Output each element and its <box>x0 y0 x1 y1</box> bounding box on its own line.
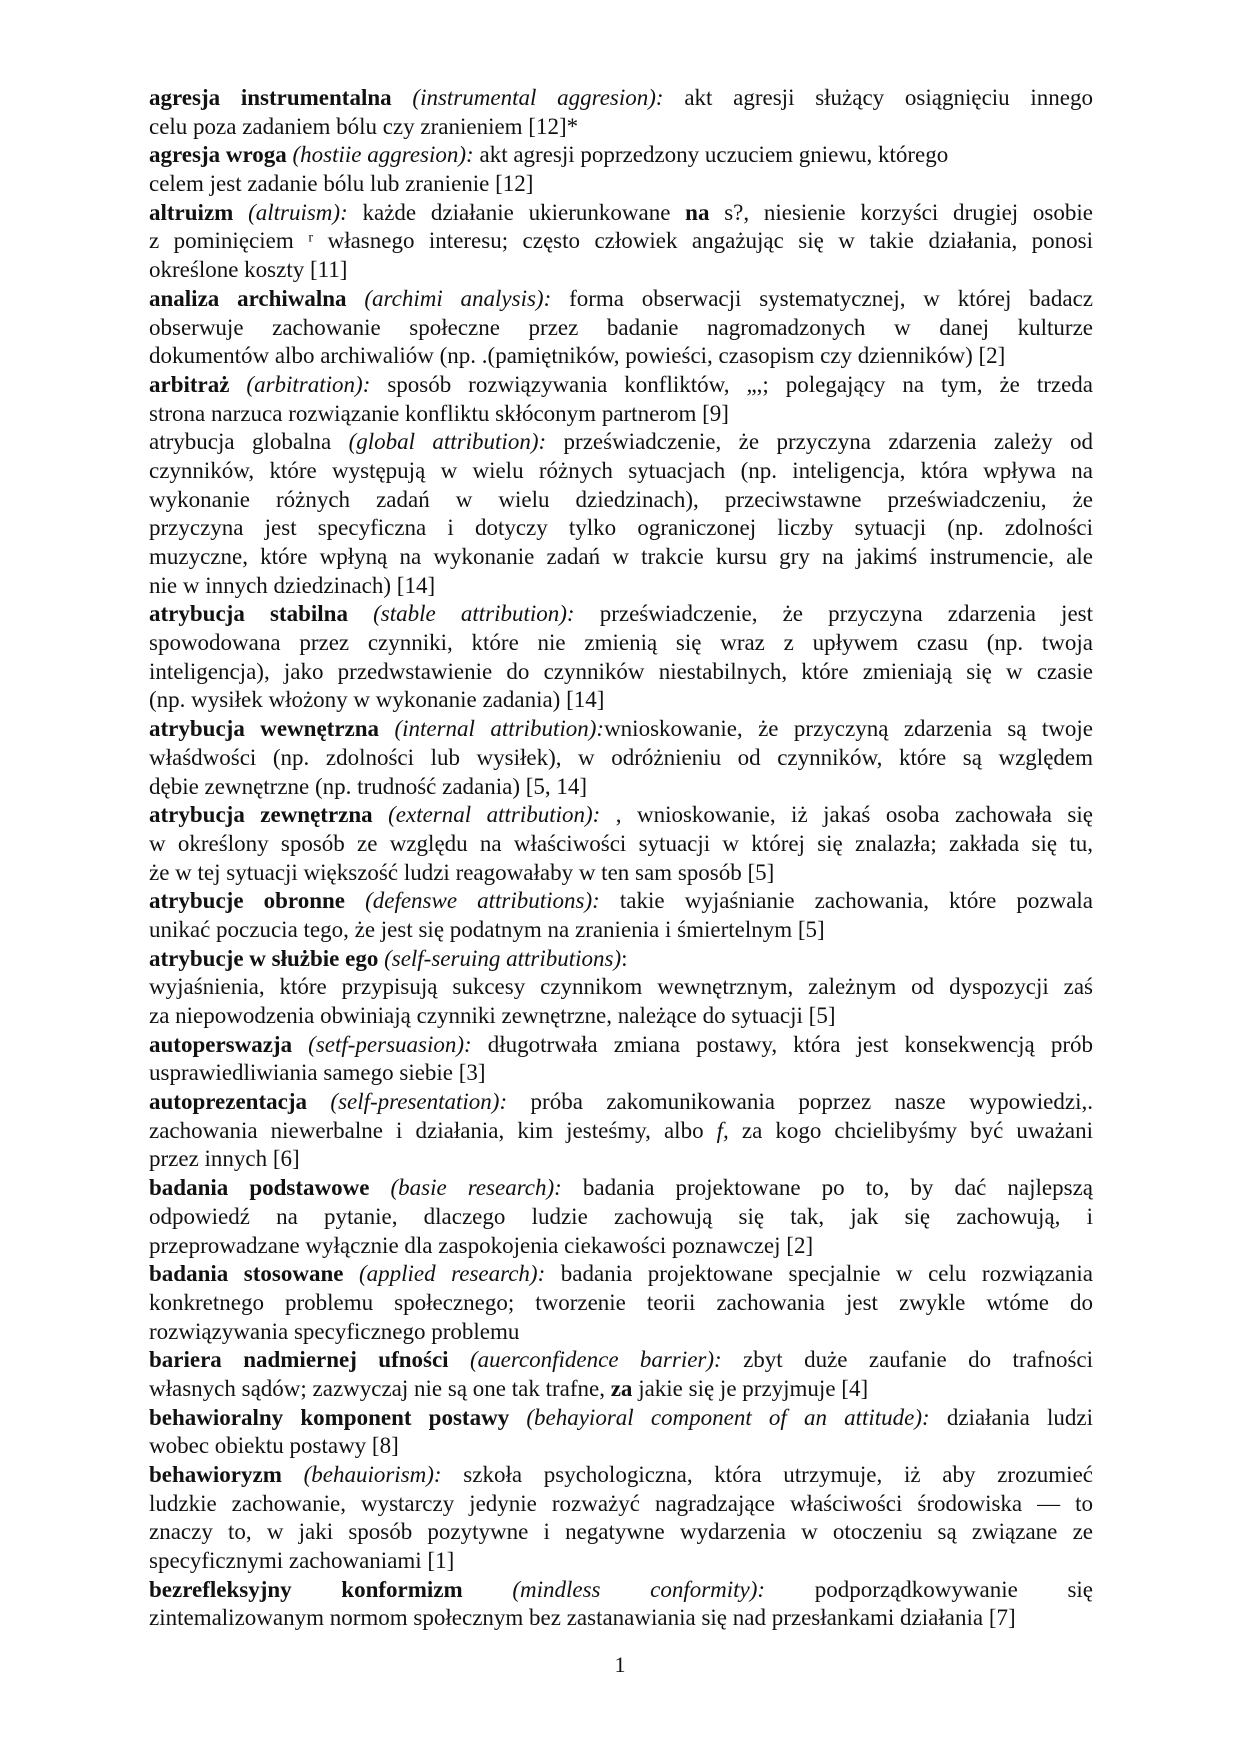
text-line <box>149 1145 1093 1174</box>
glossary-term: badania podstawowe <box>149 1175 391 1201</box>
text-line <box>149 256 1093 285</box>
definition-text: dokumentów albo archiwaliów (np. .(pamiętników, powieści, czasopism czy dzienników) [2] <box>149 343 1006 369</box>
glossary-term: behawioryzm <box>149 1462 304 1487</box>
definition-text: zintemalizowanym normom społecznym bez zastanawiania się nad przesłankami działania [7] <box>149 1605 1016 1631</box>
definition-text: zbyt duże zaufanie do trafności <box>743 1347 1093 1373</box>
definition-text: sposób rozwiązywania konfliktów, „,; polegający na tym, że trzeda <box>387 371 1093 397</box>
definition-text: badania projektowane po to, by dać najlepszą <box>582 1175 1093 1201</box>
english-term: (stable attribution): <box>373 601 600 627</box>
text-line <box>149 1461 1093 1490</box>
text-line <box>149 514 1093 543</box>
glossary-term: bezrefleksyjny konformizm <box>149 1576 513 1602</box>
text-line <box>149 973 1093 1002</box>
glossary-term: badania stosowane <box>149 1261 359 1287</box>
text-line <box>149 84 1093 113</box>
glossary-term: bariera nadmiernej ufności <box>149 1347 470 1373</box>
english-term: (arbitration): <box>246 371 388 397</box>
definition-text: wyjaśnienia, które przypisują sukcesy czynnikom wewnętrznym, zależnym od dyspozycji zaś <box>149 974 1093 1000</box>
text-line <box>149 141 1093 170</box>
text-line <box>149 1404 1093 1433</box>
definition-text: wnioskowanie, że przyczyną zdarzenia są twoje <box>604 716 1093 742</box>
definition-text: celu poza zadaniem bólu czy zranieniem [12]* <box>149 113 579 139</box>
definition-text: dębie zewnętrzne (np. trudność zadania) [5, 14] <box>149 773 588 799</box>
glossary-term: autoprezentacja <box>149 1089 331 1115</box>
text-line <box>149 371 1093 400</box>
definition-text: za kogo chcielibyśmy być uważani <box>741 1117 1093 1143</box>
definition-text: ludzkie zachowanie, wystarczy jedynie rozważyć nagradzające właściwości środowiska — to <box>149 1490 1093 1516</box>
text-line <box>149 1203 1093 1232</box>
definition-text: podporządkowywanie się <box>814 1576 1093 1602</box>
text-line <box>149 1117 1093 1146</box>
glossary-term: agresja wroga <box>149 142 293 168</box>
text-line <box>149 314 1093 343</box>
definition-text: szkoła psychologiczna, która utrzymuje, iż aby zrozumieć <box>463 1462 1093 1487</box>
glossary-term: behawioralny komponent postawy <box>149 1404 527 1430</box>
text-line <box>149 859 1093 888</box>
definition-text: muzyczne, które wpłyną na wykonanie zadań w trakcie kursu gry na jakimś instrumencie, ale <box>149 544 1093 569</box>
definition-text: akt agresji służący osiągnięciu innego <box>684 85 1093 110</box>
definition-text: z pominięciem ʳ własnego interesu; często człowiek angażując się w takie działania, ponosi <box>149 228 1093 254</box>
text-line <box>149 199 1093 228</box>
definition-text: znaczy to, w jaki sposób pozytywne i negatywne wydarzenia w otoczeniu są związane ze <box>149 1519 1093 1545</box>
text-line <box>149 1059 1093 1088</box>
english-term: (mindless conformity): <box>512 1576 815 1602</box>
definition-text: konkretnego problemu społecznego; tworzenie teorii zachowania jest zwykle wtóme do <box>149 1289 1093 1315</box>
english-term: (behayioral component of an attitude): <box>526 1404 947 1430</box>
english-term: (setf-persuasion): <box>308 1031 488 1057</box>
glossary-term: atrybucje w służbie ego <box>149 945 385 971</box>
definition-text: akt agresji poprzedzony uczuciem gniewu, którego <box>479 142 949 168</box>
text-line <box>149 658 1093 687</box>
glossary-term: atrybucje obronne <box>149 888 366 914</box>
english-term: (external attribution): <box>388 802 616 828</box>
definition-text: rozwiązywania specyficznego problemu <box>149 1318 520 1344</box>
text-line <box>149 1547 1093 1576</box>
text-line <box>149 830 1093 859</box>
definition-text: strona narzuca rozwiązanie konfliktu skłóconym partnerom [9] <box>149 400 729 426</box>
english-term: (altruism): <box>248 199 363 225</box>
definition-text: czynników, które występują w wielu różnych sytuacjach (np. inteligencja, która wpływa na <box>149 457 1093 483</box>
definition-text: nie w innych dziedzinach) [14] <box>149 572 436 598</box>
english-term: (auerconfidence barrier): <box>469 1347 744 1373</box>
text-line <box>149 400 1093 429</box>
glossary-term: analiza archiwalna <box>149 285 365 311</box>
document-body <box>149 84 1093 1633</box>
text-line <box>149 486 1093 515</box>
definition-text: , wnioskowanie, iż jakaś osoba zachowała się <box>615 802 1093 828</box>
definition-text: (np. wysiłek włożony w wykonanie zadania) [14] <box>149 687 605 713</box>
english-term: (hostiie aggresion): <box>292 142 480 168</box>
definition-text: właśdwości (np. zdolności lub wysiłek), w odróżnieniu od czynników, które są względem <box>149 744 1093 770</box>
definition-text: długotrwała zmiana postawy, która jest konsekwencją prób <box>487 1031 1093 1057</box>
text-line <box>149 744 1093 773</box>
page-number: 1 <box>614 1652 626 1677</box>
definition-text: badania projektowane specjalnie w celu rozwiązania <box>560 1261 1093 1287</box>
english-term: (self-presentation): <box>330 1089 531 1115</box>
text-line <box>149 572 1093 601</box>
text-line <box>149 1232 1093 1261</box>
glossary-term: atrybucja wewnętrzna <box>149 716 395 742</box>
text-line <box>149 457 1093 486</box>
text-line <box>149 285 1093 314</box>
text-line <box>149 916 1093 945</box>
english-term: (behauiorism): <box>303 1462 464 1487</box>
english-term: (applied research): <box>358 1261 561 1287</box>
definition-text: odpowiedź na pytanie, dlaczego ludzie zachowują się tak, jak się zachowują, i <box>149 1203 1093 1229</box>
text-line <box>149 170 1093 199</box>
text-line <box>149 1174 1093 1203</box>
glossary-term: atrybucja zewnętrzna <box>149 802 389 828</box>
definition-text: działania ludzi <box>946 1404 1093 1430</box>
definition-text: próba zakomunikowania poprzez nasze wypowiedzi,. <box>530 1089 1093 1115</box>
glossary-term: altruizm <box>149 199 249 225</box>
text-line <box>149 1031 1093 1060</box>
text-line <box>149 686 1093 715</box>
definition-text: za niepowodzenia obwiniają czynniki zewnętrzne, należące do sytuacji [5] <box>149 1003 836 1028</box>
definition-text: usprawiedliwiania samego siebie [3] <box>149 1060 486 1086</box>
text-line <box>149 887 1093 916</box>
definition-text: unikać poczucia tego, że jest się podatnym na zranienia i śmiertelnym [5] <box>149 916 825 942</box>
definition-text: przez innych [6] <box>149 1146 300 1172</box>
definition-text: każde działanie ukierunkowane <box>362 199 686 225</box>
text-line <box>149 428 1093 457</box>
text-line <box>149 1289 1093 1318</box>
text-line <box>149 113 1093 142</box>
english-term: (instrumental aggresion): <box>412 85 685 110</box>
text-line <box>149 1346 1093 1375</box>
text-line <box>149 1318 1093 1347</box>
definition-text: zachowania niewerbalne i działania, kim jesteśmy, albo <box>149 1117 717 1143</box>
text-line <box>149 227 1093 256</box>
text-line <box>149 600 1093 629</box>
text-line <box>149 1490 1093 1519</box>
text-line <box>149 1604 1093 1633</box>
english-term: (global attribution): <box>348 429 564 455</box>
definition-text: jakie się je przyjmuje [4] <box>638 1375 869 1401</box>
english-term: (archimi analysis): <box>364 285 570 311</box>
text-line <box>149 1576 1093 1605</box>
text-line <box>149 1518 1093 1547</box>
glossary-term: na <box>685 199 725 225</box>
definition-text: takie wyjaśnianie zachowania, które pozwala <box>619 888 1093 914</box>
text-line <box>149 1432 1093 1461</box>
definition-text: s?, niesienie korzyści drugiej osobie <box>724 199 1093 225</box>
english-term: (internal attribution): <box>394 716 605 742</box>
english-term: (defenswe attributions): <box>365 888 620 914</box>
text-line <box>149 1260 1093 1289</box>
definition-text: przeświadczenie, że przyczyna zdarzenia zależy od <box>563 429 1093 455</box>
glossary-term: agresja instrumentalna <box>149 85 413 110</box>
definition-text: w określony sposób ze względu na właściwości sytuacji w której się znalazła; zakłada się tu, <box>149 830 1093 856</box>
definition-text: celem jest zadanie bólu lub zranienie [12] <box>149 171 534 197</box>
definition-text: spowodowana przez czynniki, które nie zmienią się wraz z upływem czasu (np. twoja <box>149 630 1093 656</box>
definition-text: : <box>621 945 628 971</box>
english-term: (basie research): <box>390 1175 583 1201</box>
glossary-term: atrybucja stabilna <box>149 601 374 627</box>
english-term: (self-seruing attributions) <box>384 945 622 971</box>
definition-text: atrybucja globalna <box>149 429 349 455</box>
text-line <box>149 1088 1093 1117</box>
definition-text: przyczyna jest specyficzna i dotyczy tylko ograniczonej liczby sytuacji (np. zdolności <box>149 515 1093 541</box>
text-line <box>149 543 1093 572</box>
text-line <box>149 1002 1093 1031</box>
text-line <box>149 629 1093 658</box>
glossary-term: za <box>610 1375 639 1401</box>
text-line <box>149 801 1093 830</box>
definition-text: określone koszty [11] <box>149 257 348 283</box>
glossary-term: arbitraż <box>149 371 247 397</box>
definition-text: wykonanie różnych zadań w wielu dziedzinach), przeciwstawne przeświadczeniu, że <box>149 486 1093 512</box>
definition-text: przeprowadzane wyłącznie dla zaspokojenia ciekawości poznawczej [2] <box>149 1232 814 1258</box>
definition-text: własnych sądów; zazwyczaj nie są one tak trafne, <box>149 1375 611 1401</box>
definition-text: specyficznymi zachowaniami [1] <box>149 1548 455 1574</box>
text-line <box>149 1375 1093 1404</box>
definition-text: obserwuje zachowanie społeczne przez badanie nagromadzonych w danej kulturze <box>149 314 1093 340</box>
text-line <box>149 773 1093 802</box>
definition-text: że w tej sytuacji większość ludzi reagowałaby w ten sam sposób [5] <box>149 859 775 885</box>
glossary-term: autoperswazja <box>149 1031 309 1057</box>
definition-text: inteligencja), jako przedwstawienie do czynników niestabilnych, które zmieniają się w czasie <box>149 658 1093 684</box>
definition-text: przeświadczenie, że przyczyna zdarzenia jest <box>599 601 1093 627</box>
english-term: f, <box>716 1117 742 1143</box>
definition-text: wobec obiektu postawy [8] <box>149 1433 399 1459</box>
text-line <box>149 945 1093 974</box>
text-line <box>149 342 1093 371</box>
definition-text: forma obserwacji systematycznej, w której badacz <box>569 285 1093 311</box>
text-line <box>149 715 1093 744</box>
